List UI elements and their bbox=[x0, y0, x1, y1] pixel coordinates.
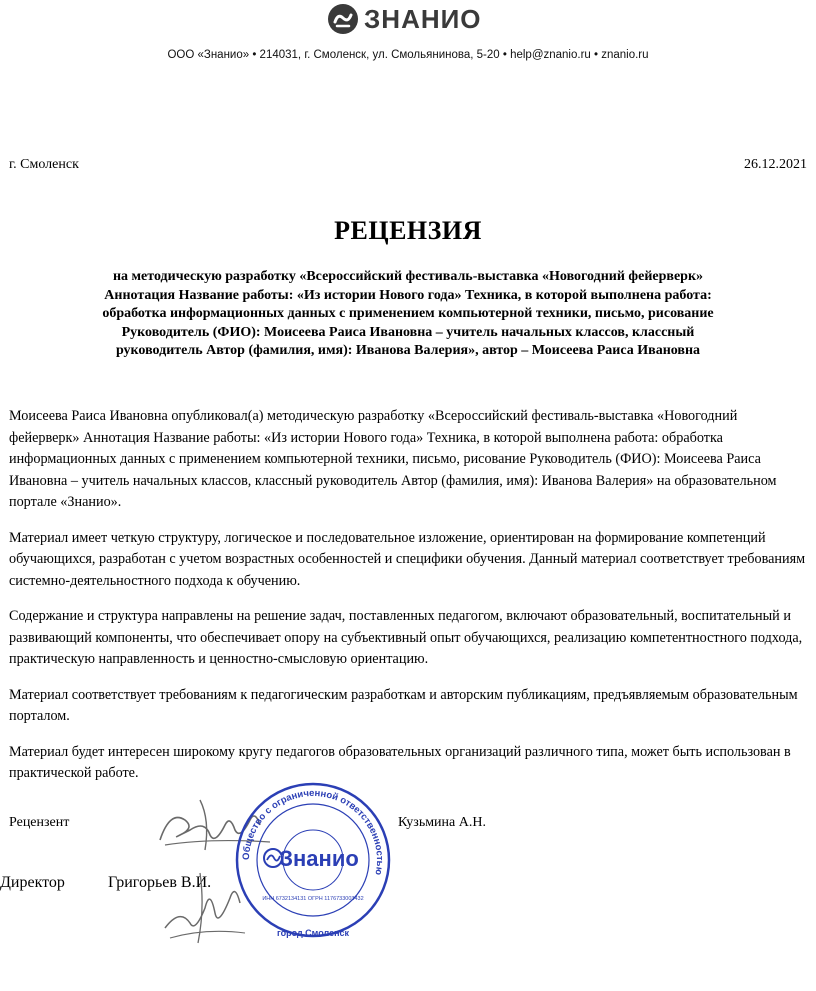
znanio-logo bbox=[328, 3, 482, 35]
stamp-ring-text: Общество с ограниченной ответственностью bbox=[240, 787, 386, 876]
znanio-logo-icon bbox=[328, 4, 358, 34]
body-paragraph: Материал имеет четкую структуру, логическое и последовательное изложение, ориентирован на формирование компетенций обучающихся, разработан с учетом возрастных особенностей и специфики обучения. Данный материал соответствует требованиям системно-деятельностного подхода к обучению. bbox=[9, 529, 806, 589]
stamp-inner-number: ИНН 6732134131 ОГРН 1176733003432 bbox=[262, 896, 364, 902]
logo-text: ЗНАНИО bbox=[364, 3, 482, 34]
director-name: Григорьев В.И. bbox=[108, 874, 212, 891]
document-body bbox=[9, 406, 809, 799]
body-paragraph: Материал соответствует требованиям к педагогическим разработкам и авторским публикациям, предъявляемым образовательным порталом. bbox=[9, 686, 798, 724]
reviewer-name: Кузьмина А.Н. bbox=[398, 815, 486, 830]
company-stamp bbox=[233, 780, 393, 940]
document-title: РЕЦЕНЗИЯ bbox=[334, 216, 482, 245]
body-paragraph: Содержание и структура направлены на решение задач, поставленных педагогом, включают образовательный, воспитательный и развивающий компоненты, что обеспечивает опору на субъективный опыт обучающихся, реализацию компетентностного подхода, практическую направленность и ценностно-смысловую ориентацию. bbox=[9, 608, 803, 667]
reviewer-label: Рецензент bbox=[9, 815, 70, 830]
stamp-city-text: город Смоленск bbox=[276, 928, 350, 938]
stamp-center-text: Знанио bbox=[279, 846, 359, 871]
document-date: 26.12.2021 bbox=[744, 157, 807, 172]
director-label: Директор bbox=[0, 874, 65, 891]
director-signature bbox=[160, 868, 250, 948]
document-subtitle: на методическую разработку «Всероссийский фестиваль-выставка «Новогодний фейерверк» Аннотация Название работы: «Из истории Нового года» Техника, в которой выполнена работа: обработка информационных данных с применением компьютерной техники, письмо, рисование Руководитель (ФИО): Моисеева Раиса Ивановна – учитель начальных классов, классный руководитель Автор (фамилия, имя): Иванова Валерия», автор – Моисеева Раиса Ивановна bbox=[102, 269, 714, 358]
body-paragraph: Материал будет интересен широкому кругу педагогов образовательных организаций различного типа, может быть использован в практической работе. bbox=[9, 743, 791, 781]
body-paragraph: Моисеева Раиса Ивановна опубликовал(а) методическую разработку «Всероссийский фестиваль-выставка «Новогодний фейерверк» Аннотация Название работы: «Из истории Нового года» Техника, в которой выполнена работа: обработка информационных данных с применением компьютерной техники, письмо, рисование Руководитель (ФИО): Моисеева Раиса Ивановна – учитель начальных классов, классный руководитель Автор (фамилия, имя): Иванова Валерия» на образовательном портале «Знанио». bbox=[9, 408, 777, 510]
company-contacts: ООО «Знанио» • 214031, г. Смоленск, ул. Смольянинова, 5-20 • help@znanio.ru • znanio.ru bbox=[167, 49, 649, 61]
document-city: г. Смоленск bbox=[9, 157, 79, 172]
